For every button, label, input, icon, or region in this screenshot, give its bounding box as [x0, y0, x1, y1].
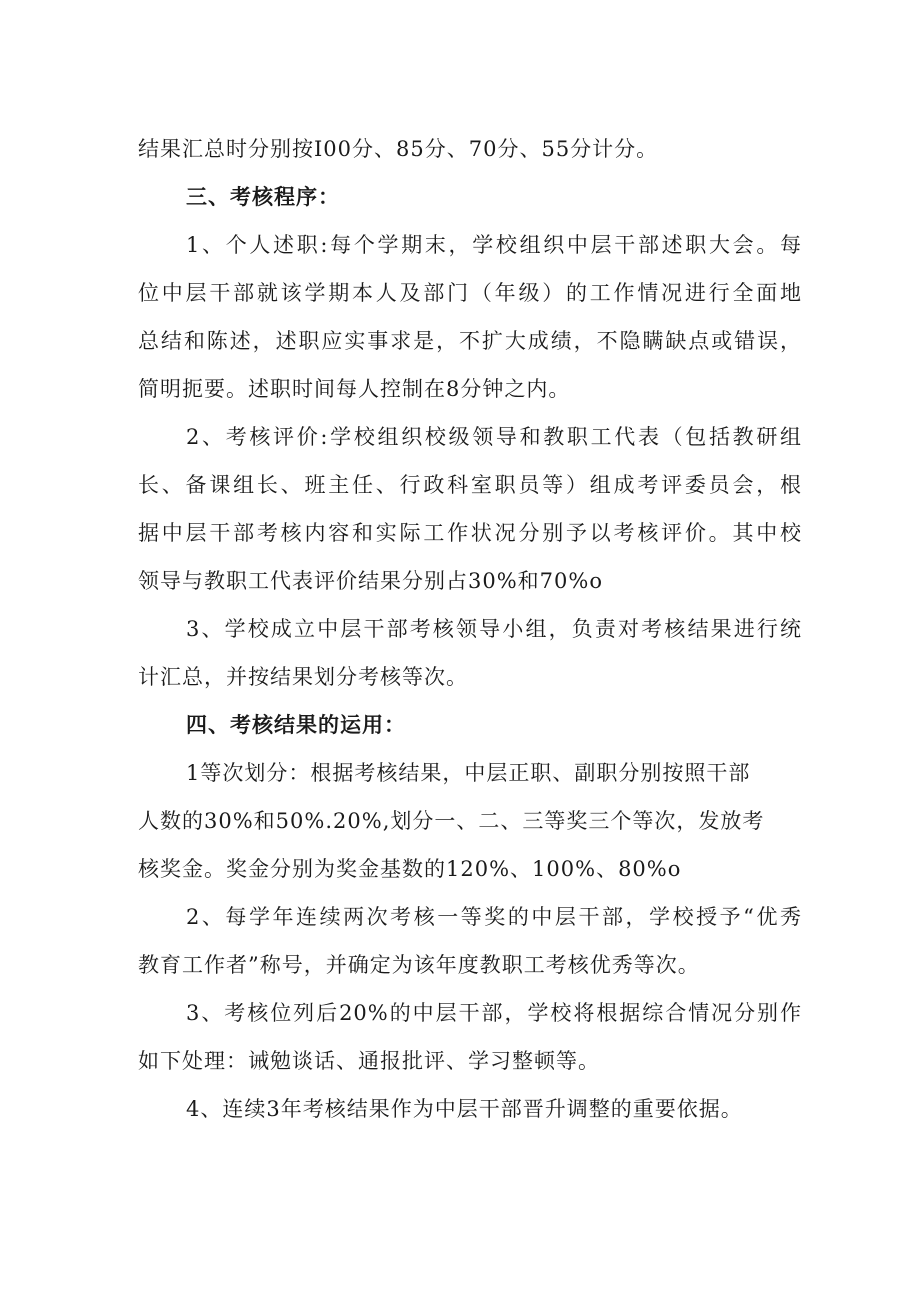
text-line: 计汇总，并按结果划分考核等次。	[138, 665, 468, 689]
text-line: 如下处理：诫勉谈话、通报批评、学习整顿等。	[138, 1049, 600, 1073]
text-line: 结果汇总时分别按I00分、85分、70分、55分计分。	[138, 137, 659, 161]
text-line: 人数的30%和50%.20%,划分一、二、三等奖三个等次，发放考	[138, 809, 765, 833]
text-line: 2、考核评价:学校组织校级领导和教职工代表（包括教研组	[186, 425, 802, 449]
text-line: 领导与教职工代表评价结果分别占30%和70%o	[138, 569, 603, 593]
text-line: 总结和陈述，述职应实事求是，不扩大成绩，不隐瞒缺点或错误，	[138, 329, 802, 353]
text-line: 据中层干部考核内容和实际工作状况分别予以考核评价。其中校	[138, 521, 802, 545]
text-line: 1、个人述职:每个学期末，学校组织中层干部述职大会。每	[186, 233, 802, 257]
text-line: 4、连续3年考核结果作为中层干部晋升调整的重要依据。	[186, 1097, 743, 1121]
text-line: 长、备课组长、班主任、行政科室职员等）组成考评委员会，根	[138, 473, 802, 497]
section-heading-results: 四、考核结果的运用：	[186, 712, 406, 737]
text-line: 简明扼要。述职时间每人控制在8分钟之内。	[138, 377, 571, 401]
text-line: 3、考核位列后20%的中层干部，学校将根据综合情况分别作	[186, 1001, 802, 1025]
text-line: 3、学校成立中层干部考核领导小组，负责对考核结果进行统	[186, 617, 802, 641]
text-line: 教育工作者”称号，并确定为该年度教职工考核优秀等次。	[138, 953, 700, 977]
section-heading-procedure: 三、考核程序：	[186, 184, 340, 209]
text-line: 位中层干部就该学期本人及部门（年级）的工作情况进行全面地	[138, 281, 802, 305]
document-page	[138, 125, 802, 1133]
text-line: 核奖金。奖金分别为奖金基数的120%、100%、80%o	[138, 857, 682, 881]
text-line: 1等次划分：根据考核结果，中层正职、副职分别按照干部	[186, 761, 751, 785]
text-line: 2、每学年连续两次考核一等奖的中层干部，学校授予“优秀	[186, 905, 802, 929]
